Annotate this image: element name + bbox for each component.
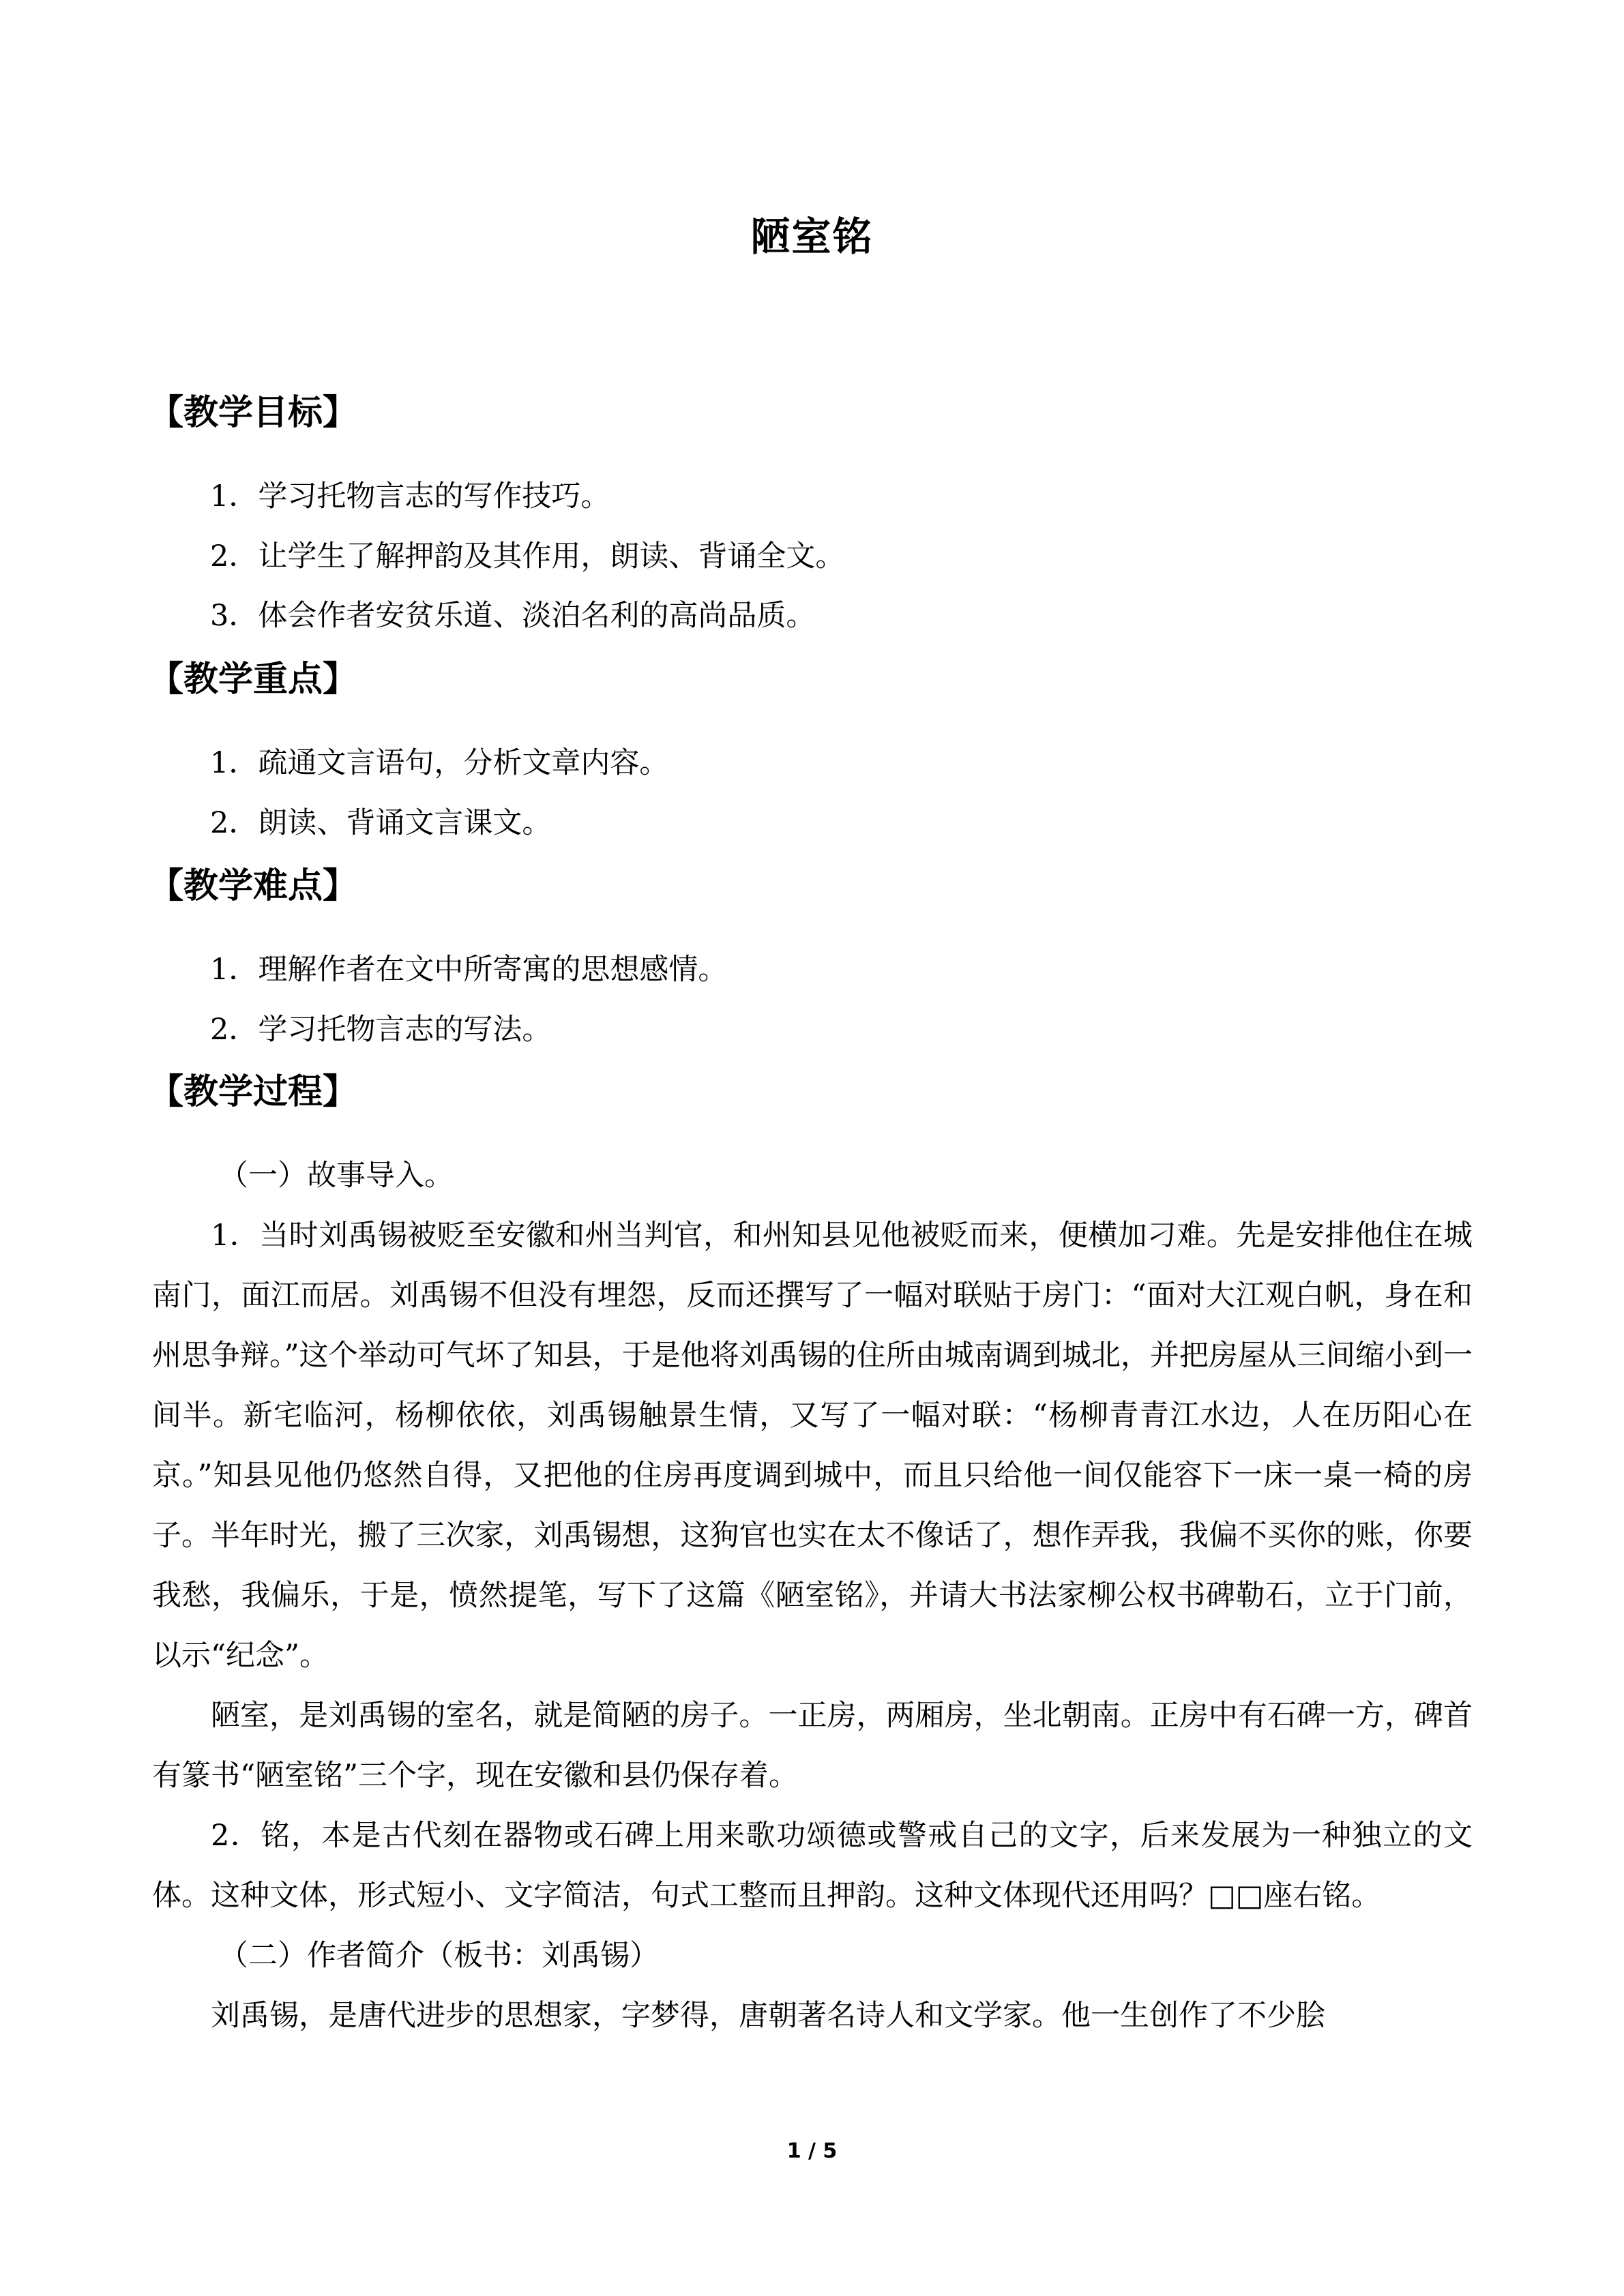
process-paragraph-author: 刘禹锡，是唐代进步的思想家，字梦得，唐朝著名诗人和文学家。他一生创作了不少脍: [211, 1999, 1325, 2033]
section-heading-difficulties: 【教学难点】: [149, 866, 358, 906]
objective-item-2: 2．让学生了解押韵及其作用，朗读、背诵全文。: [210, 539, 845, 573]
process-body: [152, 1146, 1473, 2046]
section-heading-objectives: 【教学目标】: [149, 393, 358, 433]
process-paragraph-room: 陋室，是刘禹锡的室名，就是简陋的房子。一正房，两厢房，坐北朝南。正房中有石碑一方，碑首有篆书“陋室铭”三个字，现在安徽和县仍保存着。: [152, 1699, 1473, 1793]
difficulty-item-1: 1．理解作者在文中所寄寓的思想感情。: [210, 953, 728, 987]
process-paragraph-ming: 2．铭，本是古代刻在器物或石碑上用来歌功颂德或警戒自己的文字，后来发展为一种独立的文体。这种文体，形式短小、文字简洁，句式工整而且押韵。这种文体现代还用吗？□□座右铭。: [152, 1819, 1473, 1913]
key-point-item-1: 1．疏通文言语句，分析文章内容。: [210, 746, 669, 780]
process-subheading-author: （二）作者简介（板书：刘禹锡）: [219, 1939, 659, 1973]
process-subheading-intro: （一）故事导入。: [219, 1159, 454, 1193]
page-number: 1 / 5: [786, 2139, 838, 2163]
section-heading-process: 【教学过程】: [149, 1072, 358, 1112]
section-heading-key-points: 【教学重点】: [149, 659, 358, 700]
page-title: 陋室铭: [750, 213, 874, 260]
objective-item-3: 3．体会作者安贫乐道、淡泊名利的高尚品质。: [210, 599, 816, 633]
difficulty-item-2: 2．学习托物言志的写法。: [210, 1013, 552, 1047]
process-paragraph-story: 1．当时刘禹锡被贬至安徽和州当判官，和州知县见他被贬而来，便横加刁难。先是安排他住在城南门，面江而居。刘禹锡不但没有埋怨，反而还撰写了一幅对联贴于房门：“面对大江观白帆，身在和州思争辩。”这个举动可气坏了知县，于是他将刘禹锡的住所由城南调到城北，并把房屋从三间缩小到一间半。新宅临河，杨柳依依，刘禹锡触景生情，又写了一幅对联：“杨柳青青江水边，人在历阳心在京。”知县见他仍悠然自得，又把他的住房再度调到城中，而且只给他一间仅能容下一床一桌一椅的房子。半年时光，搬了三次家，刘禹锡想，这狗官也实在太不像话了，想作弄我，我偏不买你的账，你要我愁，我偏乐，于是，愤然提笔，写下了这篇《陋室铭》，并请大书法家柳公权书碑勒石，立于门前，以示“纪念”。: [152, 1219, 1473, 1673]
objective-item-1: 1．学习托物言志的写作技巧。: [210, 479, 610, 513]
key-point-item-2: 2．朗读、背诵文言课文。: [210, 806, 552, 840]
